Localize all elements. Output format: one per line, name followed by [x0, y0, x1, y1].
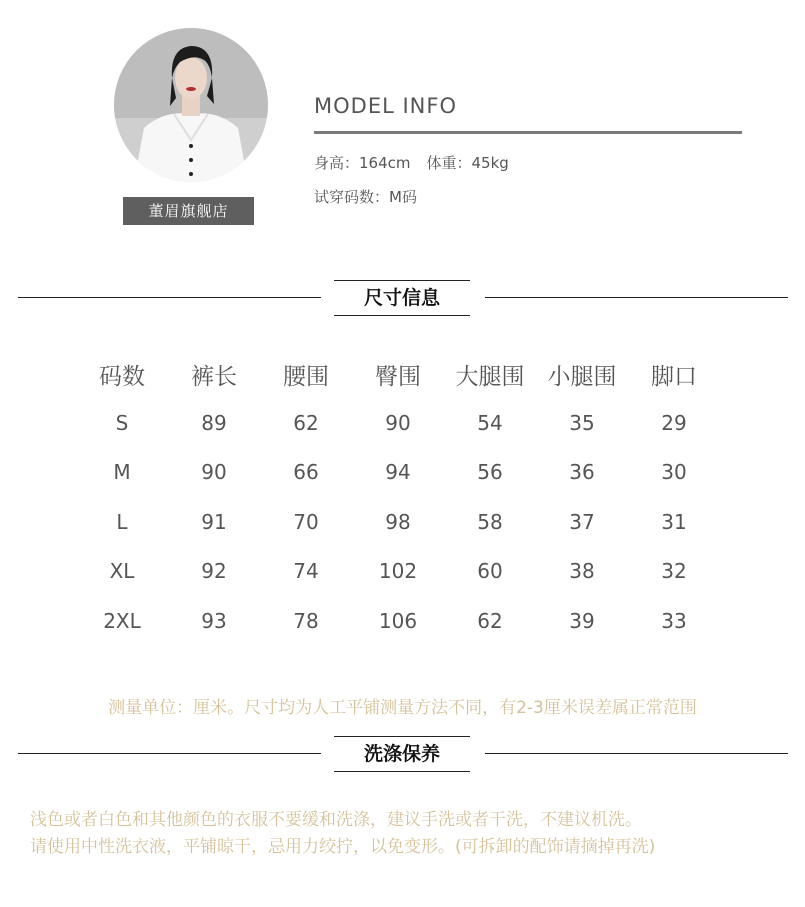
header-waist: 腰围: [283, 363, 329, 390]
table-row: [76, 547, 720, 597]
section-divider-left: [18, 753, 321, 754]
size-cell: 30: [661, 460, 687, 485]
section-divider-right: [485, 297, 788, 298]
size-cell: 54: [477, 410, 503, 435]
size-cell: 62: [477, 608, 503, 633]
size-cell: 37: [569, 509, 595, 534]
size-cell: 93: [201, 608, 227, 633]
care-instruction-line-1: 浅色或者白色和其他颜色的衣服不要缓和洗涤，建议手洗或者干洗，不建议机洗。: [30, 810, 642, 830]
size-section-heading: 尺寸信息: [334, 280, 470, 316]
model-photo-illustration: [114, 28, 268, 182]
size-table: [76, 350, 720, 646]
size-cell: 29: [661, 410, 687, 435]
shop-name-badge: 董眉旗舰店: [123, 197, 254, 225]
size-cell: 33: [661, 608, 687, 633]
header-hem: 脚口: [651, 363, 697, 390]
model-height: 身高：164cm: [314, 154, 411, 172]
header-pants-length: 裤长: [191, 363, 237, 390]
size-cell: 66: [293, 460, 319, 485]
size-cell: 62: [293, 410, 319, 435]
care-section-heading: 洗涤保养: [334, 736, 470, 772]
size-cell: 70: [293, 509, 319, 534]
size-cell: 92: [201, 559, 227, 584]
size-cell: 78: [293, 608, 319, 633]
section-divider-left: [18, 297, 321, 298]
size-cell: S: [115, 410, 129, 435]
size-cell: 36: [569, 460, 595, 485]
size-cell: 106: [378, 608, 418, 633]
size-cell: 74: [293, 559, 319, 584]
size-cell: 31: [661, 509, 687, 534]
table-row: [76, 448, 720, 498]
size-cell: M: [113, 460, 131, 485]
size-cell: 102: [378, 559, 418, 584]
header-thigh: 大腿围: [455, 363, 525, 390]
size-cell: 2XL: [103, 608, 141, 633]
size-cell: 91: [201, 509, 227, 534]
header-hip: 臀围: [375, 363, 421, 390]
model-info-rule: [314, 131, 742, 134]
model-weight: 体重：45kg: [426, 154, 509, 172]
header-calf: 小腿围: [547, 363, 617, 390]
size-cell: 90: [385, 410, 411, 435]
section-divider-right: [485, 753, 788, 754]
table-row: [76, 497, 720, 547]
size-cell: 94: [385, 460, 411, 485]
model-measurements: [314, 152, 525, 173]
size-cell: L: [116, 509, 128, 534]
size-cell: 98: [385, 509, 411, 534]
header-size-code: 码数: [99, 363, 145, 390]
size-cell: 32: [661, 559, 687, 584]
size-cell: 58: [477, 509, 503, 534]
size-cell: 38: [569, 559, 595, 584]
table-row: [76, 596, 720, 646]
model-info-title: MODEL INFO: [314, 94, 457, 118]
size-cell: 90: [201, 460, 227, 485]
size-cell: 60: [477, 559, 503, 584]
care-instruction-line-2: 请使用中性洗衣液，平铺晾干，忌用力绞拧，以免变形。(可拆卸的配饰请摘掉再洗): [30, 837, 656, 857]
size-table-header-row: [76, 350, 720, 398]
size-cell: 35: [569, 410, 595, 435]
model-avatar: [114, 28, 268, 182]
table-row: [76, 398, 720, 448]
measurement-note: 测量单位：厘米。尺寸均为人工平铺测量方法不同，有2-3厘米误差属正常范围: [108, 698, 697, 718]
size-cell: 89: [201, 410, 227, 435]
size-cell: 56: [477, 460, 503, 485]
size-cell: XL: [109, 559, 135, 584]
model-size-tried: 试穿码数：M码: [314, 188, 417, 206]
size-cell: 39: [569, 608, 595, 633]
